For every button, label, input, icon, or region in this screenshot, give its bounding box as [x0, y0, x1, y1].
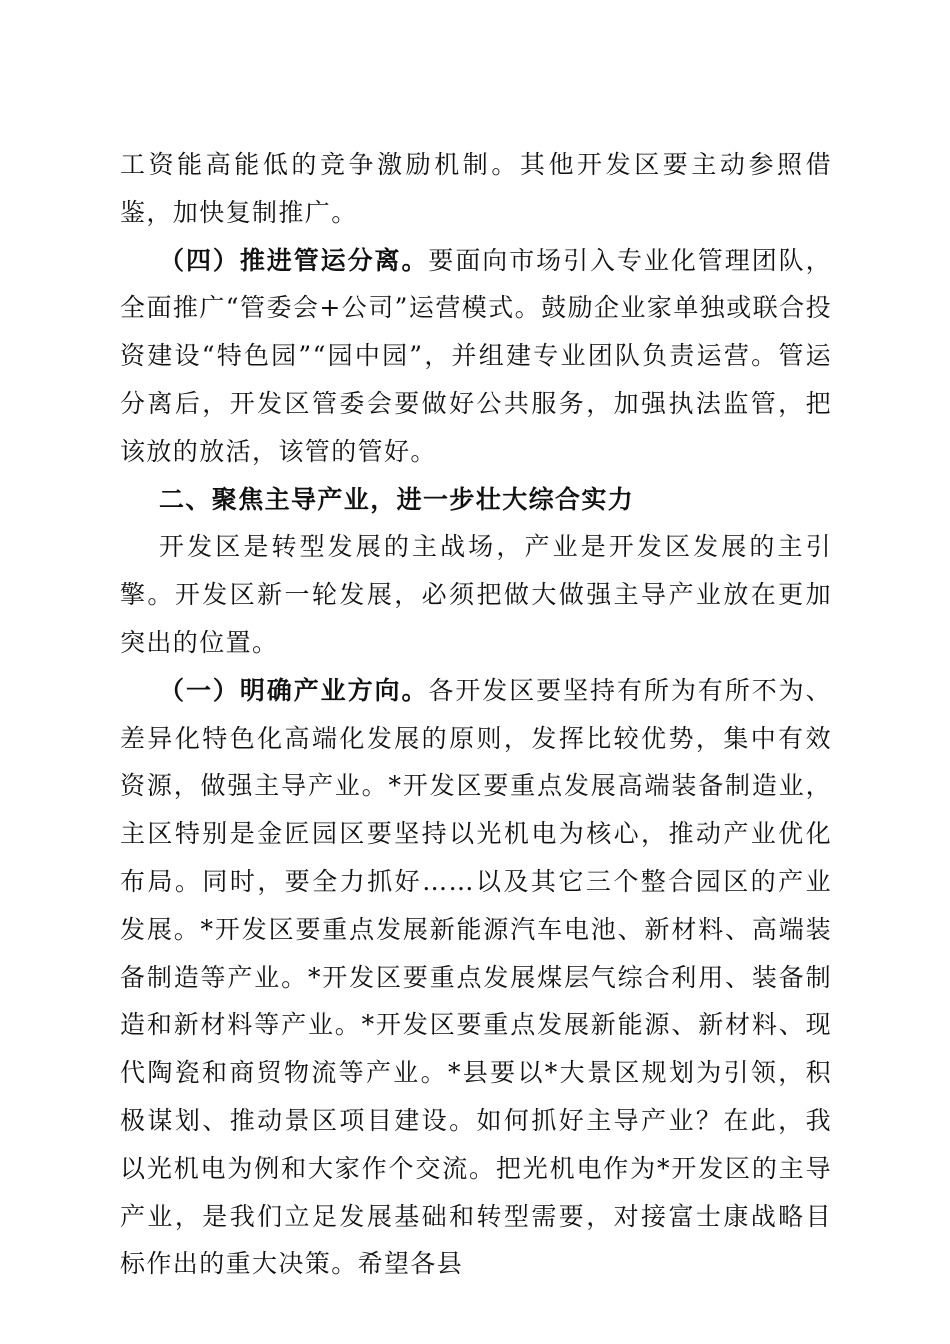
- paragraph-intro: [120, 523, 832, 666]
- paragraph-text: 各开发区要坚持有所为有所不为、差异化特色化高端化发展的原则，发挥比较优势，集中有效资源，做强主导产业。*开发区要重点发展高端装备制造业，主区特别是金匠园区要坚持以光机电为核心，推动产业优化布局。同时，要全力抓好……以及其它三个整合园区的产业发展。*开发区要重点发展新能源汽车电池、新材料、高端装备制造等产业。*开发区要重点发展煤层气综合利用、装备制造和新材料等产业。*开发区要重点发展新能源、新材料、现代陶瓷和商贸物流等产业。*县要以*大景区规划为引领，积极谋划、推动景区项目建设。如何抓好主导产业？在此，我以光机电为例和大家作个交流。把光机电作为*开发区的主导产业，是我们立足发展基础和转型需要，对接富士康战略目标作出的重大决策。希望各县: [120, 675, 832, 1279]
- document-page: [120, 141, 832, 1288]
- paragraph-text: 开发区是转型发展的主战场，产业是开发区发展的主引擎。开发区新一轮发展，必须把做大做强主导产业放在更加突出的位置。: [120, 532, 832, 657]
- paragraph-management-separation: [120, 237, 832, 476]
- paragraph-lead: （一）明确产业方向。: [159, 675, 429, 705]
- section-heading: 二、聚焦主导产业，进一步壮大综合实力: [159, 484, 635, 514]
- paragraph-text: 要面向市场引入专业化管理团队，全面推广“管委会+公司”运营模式。鼓励企业家单独或联合投资建设“特色园”“园中园”，并组建专业团队负责运营。管运分离后，开发区管委会要做好公共服务，加强执法监管，把该放的放活，该管的管好。: [120, 245, 832, 466]
- paragraph-lead: （四）推进管运分离。: [159, 245, 429, 275]
- paragraph-continuation: [120, 141, 832, 237]
- paragraph-industry-direction: [120, 667, 832, 1288]
- paragraph-text: 工资能高能低的竞争激励机制。其他开发区要主动参照借鉴，加快复制推广。: [120, 150, 832, 227]
